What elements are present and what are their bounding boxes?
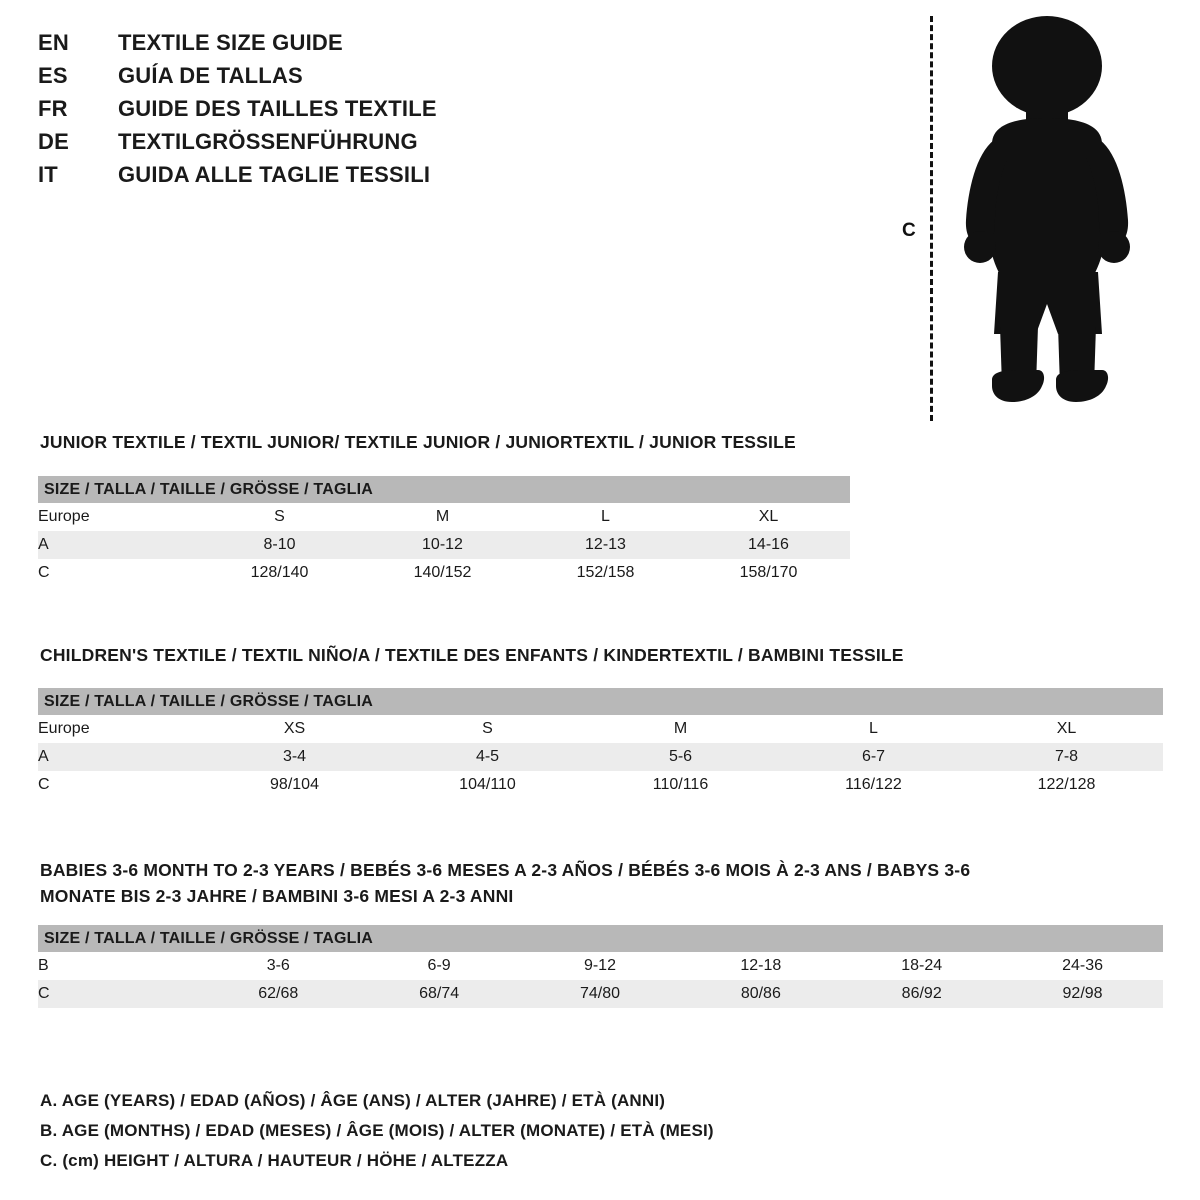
- cell-value: 14-16: [687, 531, 850, 559]
- cell-value: 5-6: [584, 743, 777, 771]
- cell-value: 4-5: [391, 743, 584, 771]
- cell-value: 18-24: [841, 952, 1002, 980]
- cell-value: 62/68: [198, 980, 359, 1008]
- cell-value: 80/86: [680, 980, 841, 1008]
- language-row: [38, 162, 598, 195]
- language-code: EN: [38, 30, 69, 55]
- section-title-babies: BABIES 3-6 MONTH TO 2-3 YEARS / BEBÉS 3-6 MESES A 2-3 AÑOS / BÉBÉS 3-6 MOIS À 2-3 ANS / BABYS 3-6 MONATE BIS 2-3 JAHRE / BAMBINI 3-6 MESI A 2-3 ANNI: [40, 860, 971, 906]
- cell-value: M: [584, 715, 777, 743]
- legend-line-height: C. (cm) HEIGHT / ALTURA / HAUTEUR / HÖHE / ALTEZZA: [40, 1151, 509, 1170]
- cell-value: 86/92: [841, 980, 1002, 1008]
- language-code: IT: [38, 162, 58, 187]
- row-label: B: [38, 952, 198, 980]
- language-title: GUIDE DES TAILLES TEXTILE: [118, 96, 437, 121]
- language-row: [38, 63, 598, 96]
- row-label: C: [38, 559, 198, 587]
- cell-value: XL: [687, 503, 850, 531]
- table-children: [38, 688, 1163, 799]
- cell-value: XL: [970, 715, 1163, 743]
- cell-value: 74/80: [520, 980, 681, 1008]
- row-label: C: [38, 980, 198, 1008]
- cell-value: 140/152: [361, 559, 524, 587]
- table-row: [38, 503, 850, 531]
- table-row: [38, 952, 1163, 980]
- table-row: [38, 559, 850, 587]
- cell-value: 6-9: [359, 952, 520, 980]
- cell-value: L: [524, 503, 687, 531]
- cell-value: 122/128: [970, 771, 1163, 799]
- table-header-band: [38, 688, 1163, 715]
- language-row: [38, 96, 598, 129]
- legend-line-age-years: A. AGE (YEARS) / EDAD (AÑOS) / ÂGE (ANS) / ALTER (JAHRE) / ETÀ (ANNI): [40, 1091, 666, 1110]
- cell-value: 9-12: [520, 952, 681, 980]
- table-header-band: [38, 476, 850, 503]
- table-band-label: SIZE / TALLA / TAILLE / GRÖSSE / TAGLIA: [38, 925, 1163, 952]
- cell-value: 128/140: [198, 559, 361, 587]
- height-measure-label: C: [902, 220, 916, 241]
- toddler-silhouette-icon: [950, 14, 1145, 424]
- row-label: Europe: [38, 503, 198, 531]
- table-row: [38, 980, 1163, 1008]
- cell-value: 110/116: [584, 771, 777, 799]
- language-row: [38, 129, 598, 162]
- row-label: C: [38, 771, 198, 799]
- cell-value: 12-13: [524, 531, 687, 559]
- cell-value: M: [361, 503, 524, 531]
- table-row: [38, 715, 1163, 743]
- cell-value: 68/74: [359, 980, 520, 1008]
- height-dashed-line: [930, 16, 933, 421]
- table-band-label: SIZE / TALLA / TAILLE / GRÖSSE / TAGLIA: [38, 688, 1163, 715]
- cell-value: S: [198, 503, 361, 531]
- table-row: [38, 743, 1163, 771]
- table-header-band: [38, 925, 1163, 952]
- cell-value: L: [777, 715, 970, 743]
- cell-value: 116/122: [777, 771, 970, 799]
- cell-value: XS: [198, 715, 391, 743]
- cell-value: 7-8: [970, 743, 1163, 771]
- language-code: ES: [38, 63, 68, 88]
- cell-value: 12-18: [680, 952, 841, 980]
- row-label: A: [38, 531, 198, 559]
- section-title-children: CHILDREN'S TEXTILE / TEXTIL NIÑO/A / TEXTILE DES ENFANTS / KINDERTEXTIL / BAMBINI TESSILE: [40, 645, 904, 665]
- cell-value: 3-6: [198, 952, 359, 980]
- language-title: TEXTILE SIZE GUIDE: [118, 30, 343, 55]
- legend-line-age-months: B. AGE (MONTHS) / EDAD (MESES) / ÂGE (MOIS) / ALTER (MONATE) / ETÀ (MESI): [40, 1121, 714, 1140]
- language-title: GUIDA ALLE TAGLIE TESSILI: [118, 162, 431, 187]
- cell-value: 24-36: [1002, 952, 1163, 980]
- language-code: DE: [38, 129, 69, 154]
- language-title: TEXTILGRÖSSENFÜHRUNG: [118, 129, 418, 154]
- language-title-block: [38, 30, 598, 195]
- language-title: GUÍA DE TALLAS: [118, 63, 303, 88]
- row-label: A: [38, 743, 198, 771]
- cell-value: 104/110: [391, 771, 584, 799]
- language-row: [38, 30, 598, 63]
- language-code: FR: [38, 96, 68, 121]
- table-row: [38, 531, 850, 559]
- height-measure-figure: [902, 8, 1152, 428]
- cell-value: 152/158: [524, 559, 687, 587]
- legend-block: [40, 1086, 1140, 1176]
- cell-value: 6-7: [777, 743, 970, 771]
- table-junior: [38, 476, 850, 587]
- cell-value: 98/104: [198, 771, 391, 799]
- table-band-label: SIZE / TALLA / TAILLE / GRÖSSE / TAGLIA: [38, 476, 850, 503]
- row-label: Europe: [38, 715, 198, 743]
- cell-value: 10-12: [361, 531, 524, 559]
- cell-value: 92/98: [1002, 980, 1163, 1008]
- table-babies: [38, 925, 1163, 1008]
- cell-value: S: [391, 715, 584, 743]
- table-row: [38, 771, 1163, 799]
- cell-value: 8-10: [198, 531, 361, 559]
- cell-value: 158/170: [687, 559, 850, 587]
- section-title-junior: JUNIOR TEXTILE / TEXTIL JUNIOR/ TEXTILE JUNIOR / JUNIORTEXTIL / JUNIOR TESSILE: [40, 432, 796, 452]
- cell-value: 3-4: [198, 743, 391, 771]
